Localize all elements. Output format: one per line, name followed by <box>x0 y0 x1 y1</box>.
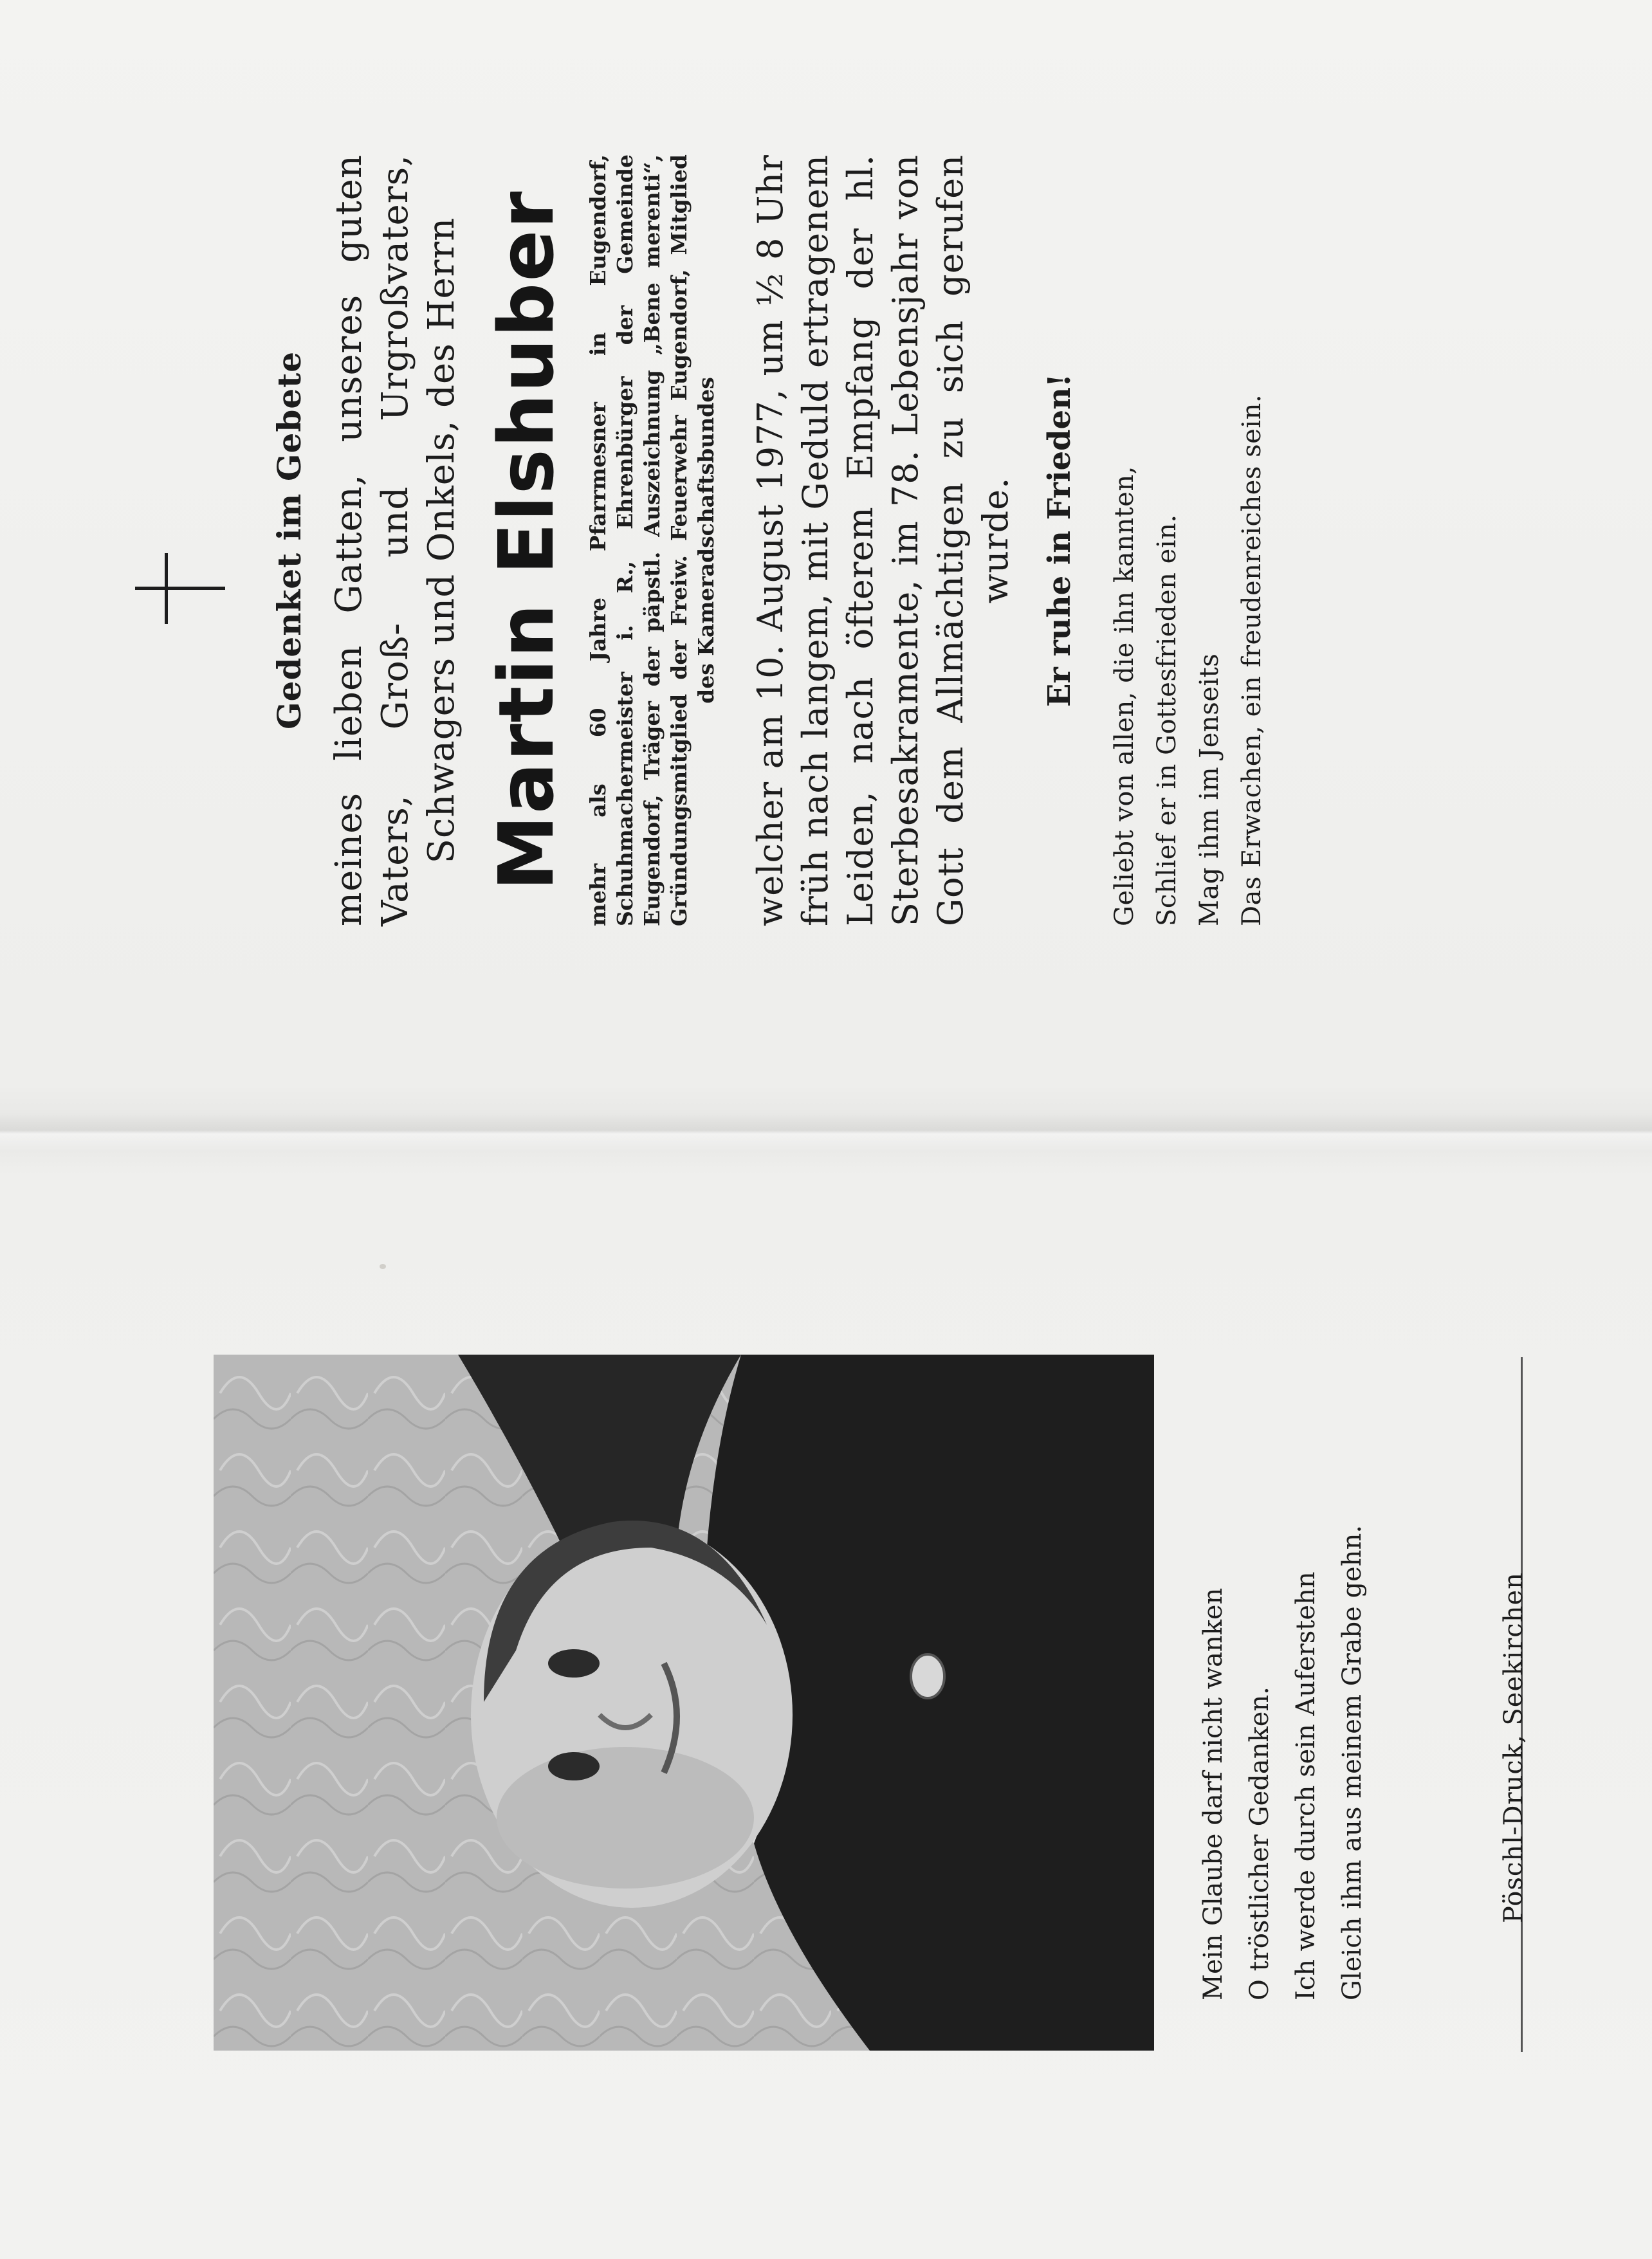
portrait-illustration <box>214 1355 1154 2051</box>
memorial-heading: Gedenket im Gebete <box>270 351 308 730</box>
verse-line: Mag ihm im Jenseits <box>1195 653 1224 926</box>
printer-panel <box>1499 1409 1550 1923</box>
caption-line: O tröstlicher Gedanken. <box>1245 1687 1274 2000</box>
verse-line: Schlief er in Gottesfrieden ein. <box>1152 514 1182 926</box>
portrait-photo <box>214 1355 1154 2051</box>
cross-icon <box>135 553 225 624</box>
caption-line: Ich werde durch sein Auferstehn <box>1291 1571 1321 2000</box>
memorial-intro: meines lieben Gatten, unseres guten Vaters, Groß- und Urgroßvaters, Schwagers und Onkels, des Herrn <box>328 154 463 926</box>
paper-speck <box>380 1264 386 1269</box>
verse-line: Geliebt von allen, die ihn kannten, <box>1110 466 1139 926</box>
memorial-verse <box>1103 154 1273 926</box>
caption-line: Gleich ihm aus meinem Grabe gehn. <box>1337 1524 1367 2000</box>
rip-line: Er ruhe in Frieden! <box>1042 373 1078 708</box>
memorial-text-panel <box>270 154 1531 926</box>
printer-credit: Pöschl-Druck, Seekirchen <box>1499 1572 1528 1923</box>
photo-caption-panel <box>1190 1357 1422 2000</box>
verse-line: Das Erwachen, ein freudenreiches sein. <box>1237 394 1267 926</box>
death-notice: welcher am 10. August 1977, um ½ 8 Uhr früh nach langem, mit Geduld ertragenem Leiden, nach öfterem Empfang der hl. Sterbesakramente, im 78. Lebensjahr von Gott dem Allmächtigen zu sich gerufen wurde. <box>750 154 1016 926</box>
deceased-honors: mehr als 60 Jahre Pfarrmesner in Eugendorf, Schuhmachermeister i. R., Ehrenbürger der Gemeinde Eugendorf, Träger der päpstl. Auszeichnung „Bene merenti“, Gründungsmitglied der Freiw. Feuerwehr Eugendorf, Mitglied des Kameradschaftsbundes <box>585 154 719 926</box>
fold-crease <box>0 1113 1652 1151</box>
caption-line: Mein Glaube darf nicht wanken <box>1198 1587 1228 2000</box>
deceased-name: Martin Elshuber <box>482 190 571 891</box>
